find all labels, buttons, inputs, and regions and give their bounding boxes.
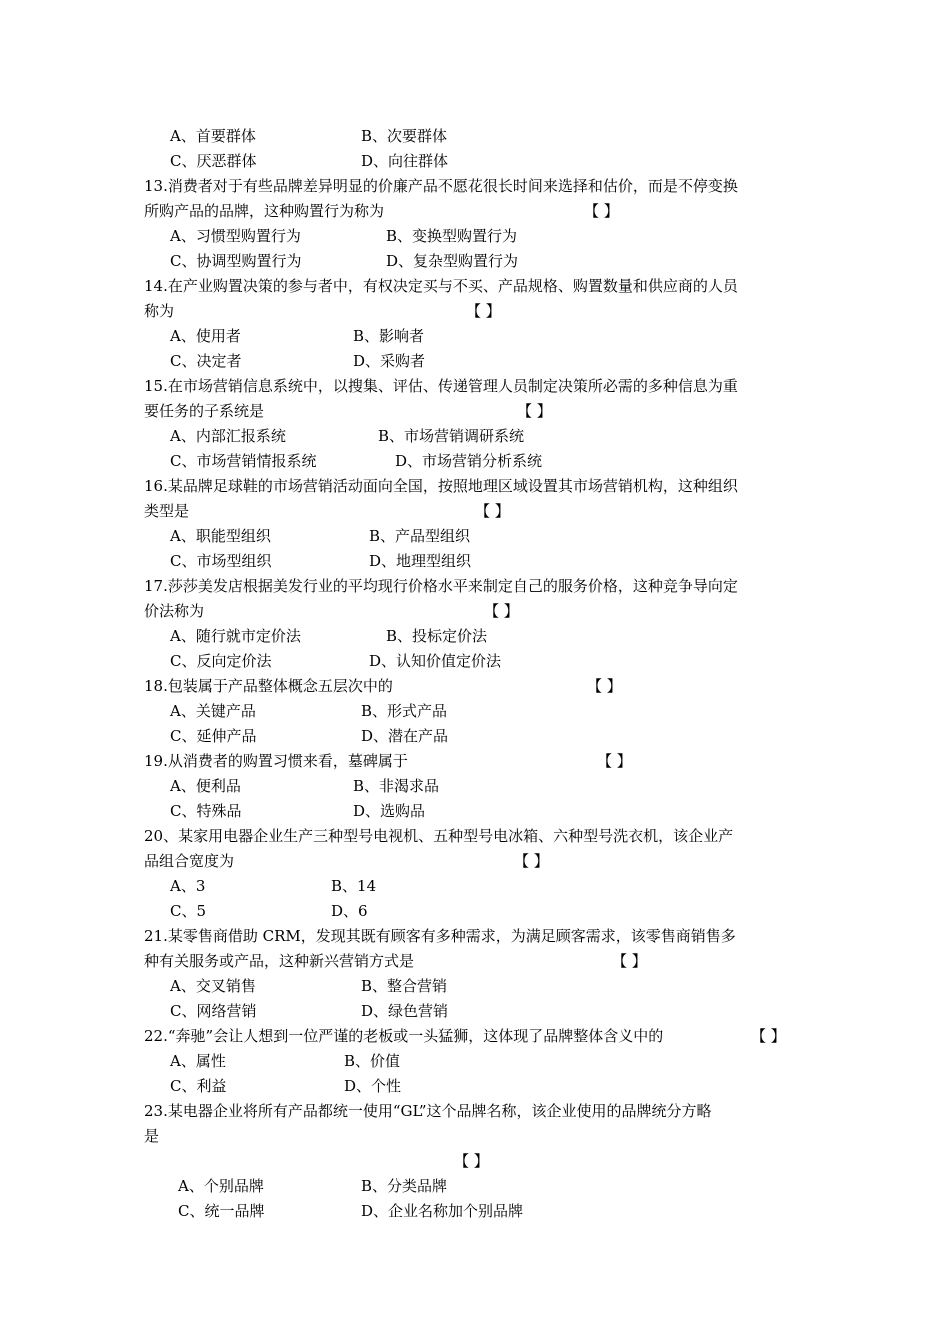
q14-text-line2: 称为 [144,302,175,320]
q15-option-c: C、市场营销情报系统 [170,452,317,470]
q23-text-line1: 23.某电器企业将所有产品都统一使用“GL”这个品牌名称，该企业使用的品牌统分方略 [144,1102,712,1120]
q19-option-a: A、便利品 [170,777,241,795]
q17-option-b: B、投标定价法 [386,627,488,645]
q14-answer-bracket: 【 】 [466,302,501,320]
q19-option-b: B、非渴求品 [353,777,440,795]
q21-text-line2: 种有关服务或产品，这种新兴营销方式是 [144,952,415,970]
q18-answer-bracket: 【 】 [587,677,622,695]
q21-option-a: A、交叉销售 [170,977,256,995]
q21-text-line1: 21.某零售商借助 CRM，发现其既有顾客有多种需求，为满足顾客需求，该零售商销售多 [144,927,736,945]
q14-option-c: C、决定者 [170,352,242,370]
q19-option-d: D、选购品 [353,802,426,820]
q17-answer-bracket: 【 】 [484,602,519,620]
q21-option-c: C、网络营销 [170,1002,257,1020]
q12-option-c: C、厌恶群体 [170,152,257,170]
q18-option-a: A、关键产品 [170,702,256,720]
q23-answer-bracket: 【 】 [454,1152,489,1170]
q13-option-b: B、变换型购置行为 [386,227,518,245]
q14-option-d: D、采购者 [353,352,426,370]
q23-option-b: B、分类品牌 [361,1177,448,1195]
q14-option-a: A、使用者 [170,327,241,345]
q22-option-b: B、价值 [344,1052,401,1070]
q13-text-line2: 所购产品的品牌，这种购置行为称为 [144,202,385,220]
q20-text-line2: 品组合宽度为 [144,852,235,870]
q17-option-c: C、反向定价法 [170,652,272,670]
q12-option-d: D、向往群体 [361,152,449,170]
q20-answer-bracket: 【 】 [514,852,549,870]
q22-option-c: C、利益 [170,1077,227,1095]
q22-option-d: D、个性 [344,1077,402,1095]
q16-text-line2: 类型是 [144,502,190,520]
q23-text-line2: 是 [144,1127,160,1145]
q16-option-d: D、地理型组织 [369,552,472,570]
q15-option-d: D、市场营销分析系统 [395,452,543,470]
q20-text-line1: 20、某家用电器企业生产三种型号电视机、五种型号电冰箱、六种型号洗衣机，该企业产 [144,827,734,845]
q21-option-d: D、绿色营销 [361,1002,449,1020]
q20-option-c: C、5 [170,902,207,920]
q13-option-a: A、习惯型购置行为 [170,227,301,245]
q15-text-line1: 15.在市场营销信息系统中，以搜集、评估、传递管理人员制定决策所必需的多种信息为重 [144,377,738,395]
q22-answer-bracket: 【 】 [751,1027,786,1045]
q20-option-d: D、6 [331,902,368,920]
q15-option-a: A、内部汇报系统 [170,427,286,445]
q18-option-d: D、潜在产品 [361,727,449,745]
q23-option-c: C、统一品牌 [178,1202,265,1220]
q17-option-a: A、随行就市定价法 [170,627,301,645]
q12-option-a: A、首要群体 [170,127,256,145]
q16-option-a: A、职能型组织 [170,527,271,545]
q15-option-b: B、市场营销调研系统 [378,427,525,445]
q21-answer-bracket: 【 】 [612,952,647,970]
q13-text-line1: 13.消费者对于有些品牌差异明显的价廉产品不愿花很长时间来选择和估价，而是不停变换 [144,177,738,195]
q16-option-c: C、市场型组织 [170,552,272,570]
q22-option-a: A、属性 [170,1052,226,1070]
q20-option-a: A、3 [170,877,206,895]
q16-answer-bracket: 【 】 [475,502,510,520]
q13-answer-bracket: 【 】 [584,202,619,220]
q18-text-line1: 18.包装属于产品整体概念五层次中的 [144,677,393,695]
q13-option-d: D、复杂型购置行为 [386,252,519,270]
q19-answer-bracket: 【 】 [597,752,632,770]
q14-option-b: B、影响者 [353,327,425,345]
q15-text-line2: 要任务的子系统是 [144,402,265,420]
q17-option-d: D、认知价值定价法 [369,652,502,670]
q16-option-b: B、产品型组织 [369,527,471,545]
q23-option-a: A、个别品牌 [178,1177,264,1195]
q17-text-line2: 价法称为 [144,602,205,620]
q14-text-line1: 14.在产业购置决策的参与者中，有权决定买与不买、产品规格、购置数量和供应商的人员 [144,277,738,295]
q19-option-c: C、特殊品 [170,802,242,820]
q13-option-c: C、协调型购置行为 [170,252,302,270]
q17-text-line1: 17.莎莎美发店根据美发行业的平均现行价格水平来制定自己的服务价格，这种竞争导向定 [144,577,738,595]
q15-answer-bracket: 【 】 [517,402,552,420]
q20-option-b: B、14 [331,877,377,895]
q21-option-b: B、整合营销 [361,977,448,995]
q18-option-b: B、形式产品 [361,702,448,720]
q19-text-line1: 19.从消费者的购置习惯来看，墓碑属于 [144,752,408,770]
q22-text-line1: 22.“奔驰”会让人想到一位严谨的老板或一头猛狮，这体现了品牌整体含义中的 [144,1027,664,1045]
q12-option-b: B、次要群体 [361,127,448,145]
q18-option-c: C、延伸产品 [170,727,257,745]
q23-option-d: D、企业名称加个别品牌 [361,1202,524,1220]
q16-text-line1: 16.某品牌足球鞋的市场营销活动面向全国，按照地理区域设置其市场营销机构，这种组织 [144,477,738,495]
